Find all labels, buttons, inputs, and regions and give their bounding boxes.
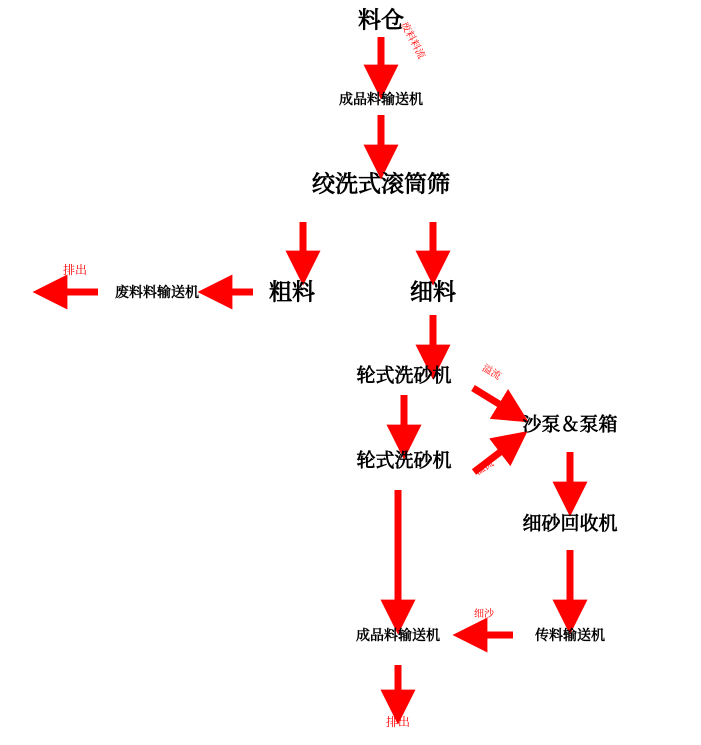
node-fine-sand-recovery: 细砂回收机 [522, 513, 618, 535]
node-product-conveyor-bottom: 成品料输送机 [356, 627, 440, 643]
end-label-discharge-waste: 排出 [62, 263, 88, 277]
edge-label-waste-flow: 废料料流 [398, 20, 427, 62]
node-feed-conveyor: 传料输送机 [535, 627, 605, 643]
arrow-washer1-to-pump [473, 388, 512, 412]
edge-label-overflow-1: 溢流 [479, 362, 503, 383]
node-waste-conveyor: 废料料输送机 [115, 284, 199, 300]
node-product-conveyor-top: 成品料输送机 [339, 91, 423, 107]
edge-label-overflow-2: 溢流 [473, 457, 497, 478]
node-sand-pump-and-tank: 沙泵＆泵箱 [522, 414, 618, 436]
node-wheel-sand-washer-1: 轮式洗砂机 [356, 365, 452, 387]
node-wheel-sand-washer-2: 轮式洗砂机 [356, 450, 452, 472]
edge-label-fine-sand: 细沙 [474, 609, 494, 620]
node-coarse-material: 粗料 [269, 278, 315, 305]
node-fine-material: 细料 [410, 278, 456, 305]
node-trommel-screen: 绞洗式滚筒筛 [312, 170, 450, 197]
node-material-bin: 料仓 [358, 6, 404, 33]
end-label-discharge-product: 排出 [385, 715, 411, 729]
